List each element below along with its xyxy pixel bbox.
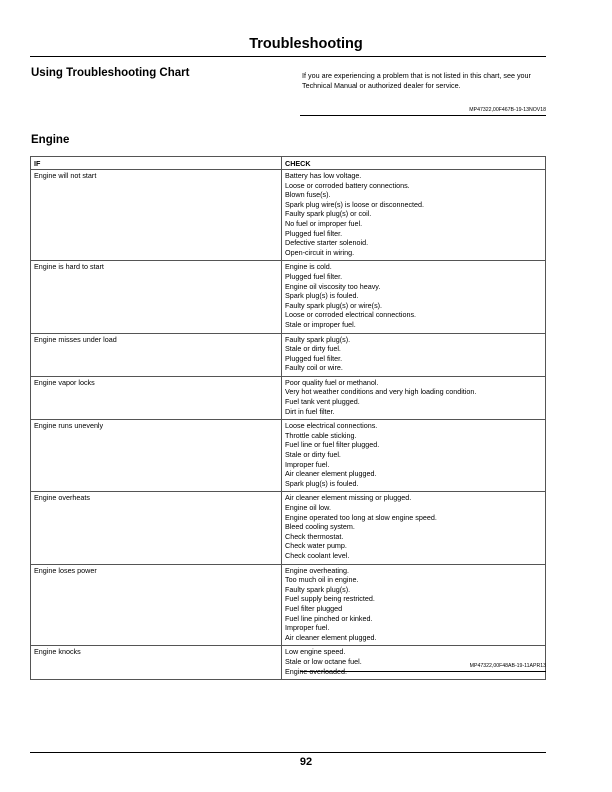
- check-item: Spark plug(s) is fouled.: [285, 291, 359, 301]
- table-row: [31, 564, 546, 646]
- symptom-text: Engine will not start: [34, 171, 97, 180]
- check-item: Faulty spark plug(s).: [285, 584, 351, 594]
- check-item: Check water pump.: [285, 541, 347, 551]
- check-item: Engine is cold.: [285, 262, 332, 272]
- check-item: Bleed cooling system.: [285, 522, 355, 532]
- table-row: [31, 170, 546, 261]
- troubleshooting-table: [30, 156, 546, 680]
- if-cell: [31, 492, 282, 564]
- check-item: Dirt in fuel filter.: [285, 406, 335, 416]
- check-item: Very hot weather conditions and very high loading condition.: [285, 387, 477, 397]
- page-title: Troubleshooting: [249, 36, 363, 52]
- check-item: Fuel line or fuel filter plugged.: [285, 440, 380, 450]
- page-number: 92: [299, 756, 313, 768]
- check-cell: [282, 492, 546, 564]
- check-item: Fuel line pinched or kinked.: [285, 613, 373, 623]
- engine-reference-code: MP47322,00F48AB-19-11APR13: [469, 663, 546, 669]
- if-cell: [31, 646, 282, 680]
- check-item: Battery has low voltage.: [285, 171, 362, 180]
- column-header-check: CHECK: [282, 157, 546, 170]
- column-header-if: IF: [31, 157, 282, 170]
- symptom-text: Engine overheats: [34, 493, 90, 503]
- if-cell: [31, 376, 282, 419]
- check-item: Air cleaner element plugged.: [285, 469, 377, 479]
- check-cell: [282, 333, 546, 376]
- symptom-text: Engine vapor locks: [34, 377, 95, 387]
- footer-rule: [30, 752, 546, 753]
- check-item: Engine operated too long at slow engine speed.: [285, 512, 437, 522]
- check-item: Fuel tank vent plugged.: [285, 397, 360, 407]
- check-item: Engine oil viscosity too heavy.: [285, 281, 381, 291]
- check-item: Improper fuel.: [285, 459, 330, 469]
- check-item: Low engine speed.: [285, 647, 346, 657]
- check-item: Air cleaner element plugged.: [285, 632, 377, 642]
- check-item: No fuel or improper fuel.: [285, 218, 363, 228]
- check-item: Improper fuel.: [285, 623, 330, 633]
- title-rule: [30, 56, 546, 57]
- table-row: [31, 261, 546, 333]
- table-row: [31, 492, 546, 564]
- check-item: Engine overheating.: [285, 565, 349, 575]
- check-item: Loose or corroded electrical connections.: [285, 310, 417, 320]
- engine-reference-rule: [300, 671, 546, 672]
- section-heading: Using Troubleshooting Chart: [31, 67, 190, 79]
- check-item: Faulty coil or wire.: [285, 363, 343, 373]
- section-reference-code: MP47322,00F467B-19-13NOV18: [469, 107, 546, 113]
- check-item: Faulty spark plug(s).: [285, 334, 351, 344]
- check-item: Fuel supply being restricted.: [285, 594, 375, 604]
- check-item: Stale or dirty fuel.: [285, 450, 341, 460]
- check-item: Spark plug(s) is fouled.: [285, 478, 359, 488]
- check-item: Open-circuit in wiring.: [285, 247, 355, 257]
- check-item: Defective starter solenoid.: [285, 238, 369, 248]
- check-item: Loose or corroded battery connections.: [285, 180, 410, 190]
- check-item: Loose electrical connections.: [285, 421, 378, 431]
- table-row: [31, 646, 546, 680]
- check-item: Poor quality fuel or methanol.: [285, 377, 379, 387]
- intro-text: If you are experiencing a problem that is not listed in this chart, see your Technical Manual or authorized dealer for service.: [302, 71, 531, 90]
- if-cell: [31, 333, 282, 376]
- check-item: Engine oil low.: [285, 503, 331, 512]
- check-cell: [282, 261, 546, 333]
- check-cell: [282, 420, 546, 492]
- check-item: Air cleaner element missing or plugged.: [285, 493, 412, 503]
- check-item: Stale or dirty fuel.: [285, 344, 341, 354]
- if-cell: [31, 420, 282, 492]
- table-header-row: [31, 157, 546, 170]
- symptom-text: Engine runs unevenly: [34, 421, 104, 431]
- check-item: Spark plug wire(s) is loose or disconnected.: [285, 199, 425, 209]
- if-cell: [31, 261, 282, 333]
- check-item: Blown fuse(s).: [285, 190, 331, 200]
- table-row: [31, 420, 546, 492]
- check-item: Faulty spark plug(s) or coil.: [285, 209, 372, 219]
- symptom-text: Engine knocks: [34, 647, 81, 657]
- check-item: Engine overloaded.: [285, 666, 347, 676]
- check-item: Stale or improper fuel.: [285, 319, 356, 329]
- check-item: Stale or low octane fuel.: [285, 656, 362, 666]
- table-body: [31, 170, 546, 680]
- check-item: Too much oil in engine.: [285, 575, 359, 585]
- check-cell: [282, 564, 546, 646]
- check-item: Check coolant level.: [285, 550, 350, 560]
- check-cell: [282, 170, 546, 261]
- check-item: Throttle cable sticking.: [285, 430, 357, 440]
- check-item: Check thermostat.: [285, 531, 344, 541]
- table-row: [31, 333, 546, 376]
- check-item: Fuel filter plugged: [285, 603, 343, 613]
- section-reference-rule: [300, 115, 546, 116]
- symptom-text: Engine is hard to start: [34, 262, 104, 272]
- check-item: Plugged fuel filter.: [285, 271, 343, 281]
- if-cell: [31, 170, 282, 261]
- symptom-text: Engine loses power: [34, 565, 97, 575]
- table-row: [31, 376, 546, 419]
- check-item: Plugged fuel filter.: [285, 228, 343, 238]
- if-cell: [31, 564, 282, 646]
- check-item: Faulty spark plug(s) or wire(s).: [285, 300, 383, 310]
- symptom-text: Engine misses under load: [34, 334, 117, 344]
- check-item: Plugged fuel filter.: [285, 353, 343, 363]
- check-cell: [282, 376, 546, 419]
- engine-heading: Engine: [31, 134, 70, 146]
